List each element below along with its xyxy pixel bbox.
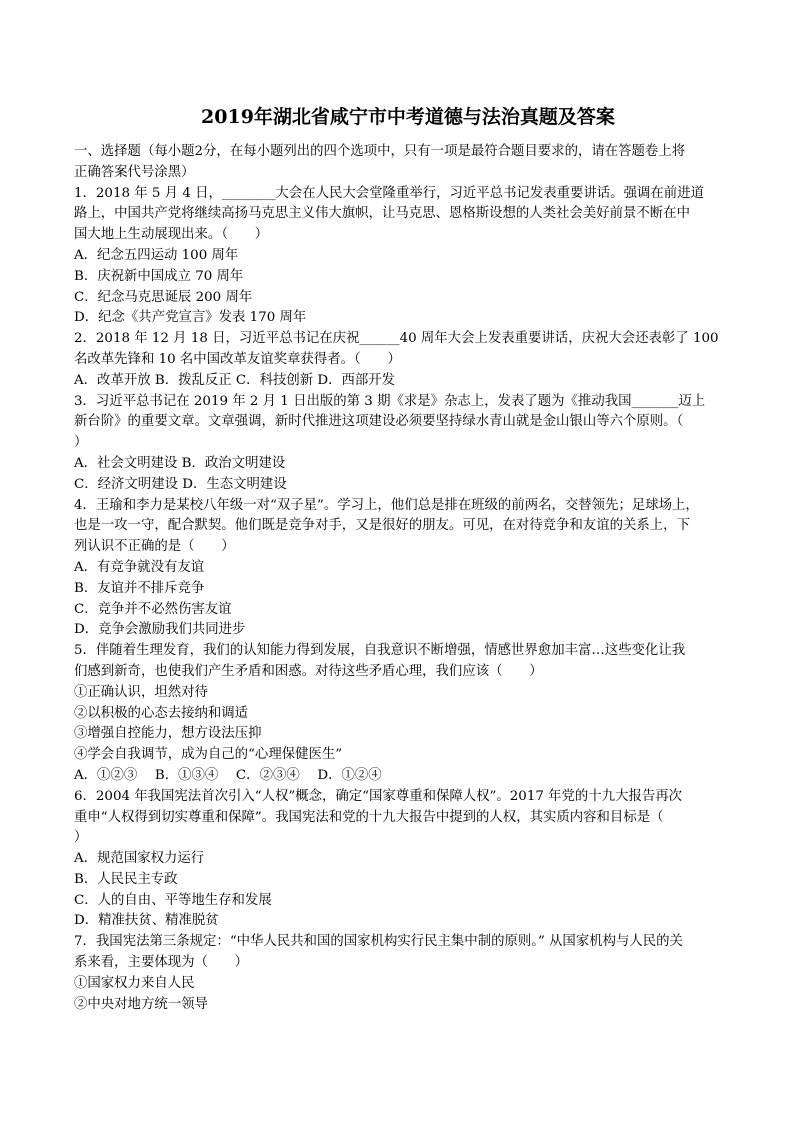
text-line: B．友谊并不排斥竞争	[74, 580, 205, 596]
text-line: 列认识不正确的是（ ）	[74, 539, 235, 555]
text-line: D．纪念《共产党宣言》发表 170 周年	[74, 310, 307, 326]
text-line: A．改革开放 B．拨乱反正 C．科技创新 D．西部开发	[74, 372, 396, 388]
text-line: D．竞争会激励我们共同进步	[74, 622, 246, 638]
text-line: C．纪念马克思诞辰 200 周年	[74, 289, 253, 305]
document-title: 2019年湖北省咸宁市中考道德与法治真题及答案	[201, 106, 615, 128]
text-line: B．人民民主专政	[74, 871, 178, 887]
document-body	[74, 142, 720, 1015]
text-line: 也是一攻一守，配合默契。他们既是竞争对手，又是很好的朋友。可见，在对待竞争和友谊的关系上，下	[74, 518, 690, 534]
text-line: 6．2004 年我国宪法首次引入“人权”概念，确定“国家尊重和保障人权”。2017 年党的十九大报告再次	[74, 788, 683, 804]
text-line: ②中央对地方统一领导	[74, 996, 208, 1012]
text-line: C．人的自由、平等地生存和发展	[74, 892, 272, 908]
exam-page	[74, 104, 720, 1015]
text-line: 名改革先锋和 10 名中国改革友谊奖章获得者。（ ）	[74, 351, 401, 367]
text-line: 国大地上生动展现出来。（ ）	[74, 227, 269, 243]
text-line: B．庆祝新中国成立 70 周年	[74, 268, 244, 284]
text-line: ）	[74, 435, 88, 451]
text-line: A．有竞争就没有友谊	[74, 559, 205, 575]
text-line: ①国家权力来自人民	[74, 975, 195, 991]
text-line: 系来看，主要体现为（ ）	[74, 955, 249, 971]
text-line: A．社会文明建设 B．政治文明建设	[74, 455, 286, 471]
text-line: 一、选择题（每小题2分，在每小题列出的四个选项中，只有一项是最符合题目要求的，请在答题卷上将	[74, 144, 686, 159]
text-line: C．竞争并不必然伤害友谊	[74, 601, 232, 617]
text-line: ①正确认识，坦然对待	[74, 684, 208, 700]
text-line: 7．我国宪法第三条规定：“中华人民共和国的国家机构实行民主集中制的原则。” 从国家机构与人民的关	[74, 934, 683, 950]
text-line: 们感到新奇，也使我们产生矛盾和困惑。对待这些矛盾心理，我们应该（ ）	[74, 663, 543, 679]
text-line: 1．2018 年 5 月 4 日，________大会在人民大会堂隆重举行，习近平总书记发表重要讲话。强调在前进道	[74, 185, 704, 201]
text-line: A．规范国家权力运行	[74, 851, 205, 867]
text-line: 路上，中国共产党将继续高扬马克思主义伟大旗帜，让马克思、恩格斯设想的人类社会美好前景不断在中	[74, 206, 690, 222]
text-line: C．经济文明建设 D．生态文明建设	[74, 476, 287, 492]
text-line: ③增强自控能力，想方设法压抑	[74, 726, 262, 742]
text-line: ）	[74, 830, 88, 846]
text-line: 新台阶》的重要文章。文章强调，新时代推进这项建设必须要坚持绿水青山就是金山银山等六个原则。（	[74, 414, 684, 430]
text-line: ④学会自我调节，成为自己的“心理保健医生”	[74, 747, 343, 763]
text-line: ②以积极的心态去接纳和调适	[74, 705, 249, 721]
text-line: A．①②③ B．①③④ C．②③④ D．①②④	[74, 767, 382, 783]
text-line: D．精准扶贫、精准脱贫	[74, 913, 219, 929]
text-line: 5．伴随着生理发育，我们的认知能力得到发展，自我意识不断增强，情感世界愈加丰富…这些变化让我	[74, 643, 686, 659]
text-line: 正确答案代号涂黑）	[74, 164, 195, 180]
text-line: 4．王瑜和李力是某校八年级一对“双子星”。学习上，他们总是排在班级的前两名，交替领先；足球场上，	[74, 497, 699, 513]
text-line: 3．习近平总书记在 2019 年 2 月 1 日出版的第 3 期《求是》杂志上，发表了题为《推动我国_______迈上	[74, 393, 706, 409]
text-line: 重申“人权得到切实尊重和保障”。我国宪法和党的十九大报告中提到的人权，其实质内容和目标是（	[74, 809, 664, 825]
text-line: 2．2018 年 12 月 18 日，习近平总书记在庆祝______40 周年大会上发表重要讲话，庆祝大会还表彰了 100	[74, 331, 719, 347]
text-line: A．纪念五四运动 100 周年	[74, 247, 239, 263]
